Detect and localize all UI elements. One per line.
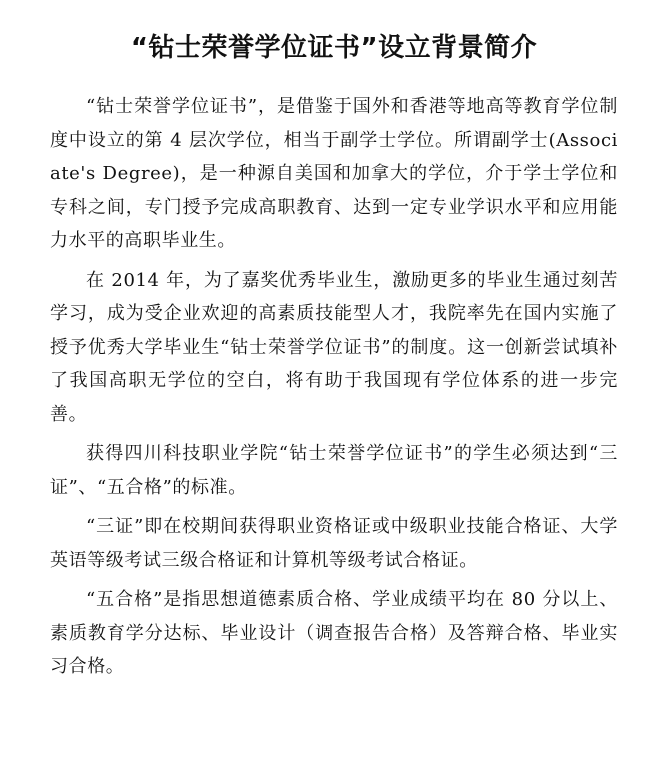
paragraph-requirements: 获得四川科技职业学院“钻士荣誉学位证书”的学生必须达到“三证”、“五合格”的标准。 xyxy=(50,443,618,498)
paragraph-five-qualifications: “五合格”是指思想道德素质合格、学业成绩平均在 80 分以上、素质教育学分达标、毕业设计（调查报告合格）及答辩合格、毕业实习合格。 xyxy=(50,589,618,677)
document-title: “钻士荣誉学位证书”设立背景简介 xyxy=(130,33,538,63)
paragraph-history-2014: 在 2014 年，为了嘉奖优秀毕业生，激励更多的毕业生通过刻苦学习，成为受企业欢迎的高素质技能型人才，我院率先在国内实施了授予优秀大学毕业生“钻士荣誉学位证书”的制度。这一创新尝试填补了我国高职无学位的空白，将有助于我国现有学位体系的进一步完善。 xyxy=(50,269,618,425)
document-body xyxy=(50,90,618,684)
paragraph-degree-definition: “钻士荣誉学位证书”，是借鉴于国外和香港等地高等教育学位制度中设立的第 4 层次学位，相当于副学士学位。所谓副学士(Associate's Degree)，是一种源自美国和加拿大的学位，介于学士学位和专科之间，专门授予完成高职教育、达到一定专业学识水平和应用能力水平的高职毕业生。 xyxy=(50,96,618,251)
paragraph-three-certificates: “三证”即在校期间获得职业资格证或中级职业技能合格证、大学英语等级考试三级合格证和计算机等级考试合格证。 xyxy=(50,516,618,571)
